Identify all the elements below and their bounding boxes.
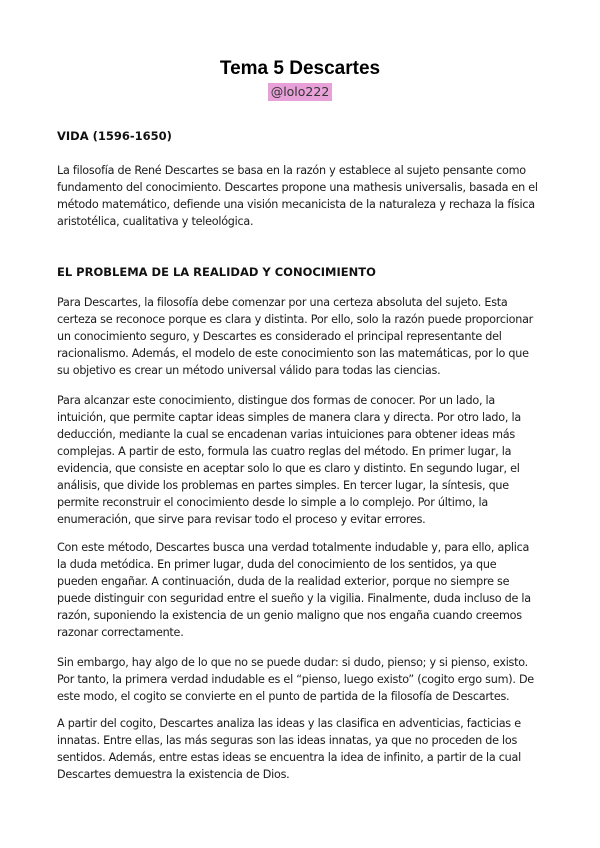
author-handle: @lolo222 (268, 83, 333, 101)
paragraph-duda-metodica: Con este método, Descartes busca una verdad totalmente indudable y, para ello, aplica la duda metódica. En primer lugar, duda del conocimiento de los sentidos, ya que pueden engañar. A continuación, duda de la realidad exterior, porque no siempre se puede distinguir con seguridad entre el sueño y la vigilia. Finalmente, duda incluso de la razón, suponiendo la existencia de un genio maligno que nos engaña cuando creemos razonar correctamente. (57, 541, 531, 639)
author-handle-wrap (0, 81, 600, 101)
paragraph-metodo: Para alcanzar este conocimiento, distingue dos formas de conocer. Por un lado, la intuición, que permite captar ideas simples de manera clara y directa. Por otro lado, la deducción, mediante la cual se encadenan varias intuiciones para obtener ideas más complejas. A partir de esto, formula las cuatro reglas del método. En primer lugar, la evidencia, que consiste en aceptar solo lo que es claro y distinto. En segundo lugar, el análisis, que divide los problemas en partes simples. En tercer lugar, la síntesis, que permite reconstruir el conocimiento desde lo simple a lo complejo. Por último, la enumeración, que sirve para revisar todo el proceso y evitar errores. (57, 394, 521, 526)
paragraph-vida: La filosofía de René Descartes se basa en la razón y establece al sujeto pensante como fundamento del conocimiento. Descartes propone una mathesis universalis, basada en el método matemático, defiende una visión mecanicista de la naturaleza y rechaza la física aristotélica, cualitativa y teleológica. (57, 164, 538, 228)
paragraph-cogito: Sin embargo, hay algo de lo que no se puede dudar: si dudo, pienso; y si pienso, existo. Por tanto, la primera verdad indudable es el “pienso, luego existo” (cogito ergo sum). De este modo, el cogito se convierte en el punto de partida de la filosofía de Descartes. (57, 656, 534, 703)
document-title: Tema 5 Descartes (219, 58, 381, 79)
section-heading-vida: VIDA (1596-1650) (57, 129, 172, 143)
paragraph-ideas: A partir del cogito, Descartes analiza las ideas y las clasifica en adventicias, facticias e innatas. Entre ellas, las más seguras son las ideas innatas, ya que no proceden de los sentidos. Además, entre estas ideas se encuentra la idea de infinito, a partir de la cual Descartes demuestra la existencia de Dios. (57, 717, 521, 781)
paragraph-certeza: Para Descartes, la filosofía debe comenzar por una certeza absoluta del sujeto. Esta certeza se reconoce porque es clara y distinta. Por ello, solo la razón puede proporcionar un conocimiento seguro, y Descartes es considerado el principal representante del racionalismo. Además, el modelo de este conocimiento son las matemáticas, por lo que su objetivo es crear un método universal válido para todas las ciencias. (57, 296, 534, 377)
section-heading-problema: EL PROBLEMA DE LA REALIDAD Y CONOCIMIENTO (57, 265, 376, 279)
